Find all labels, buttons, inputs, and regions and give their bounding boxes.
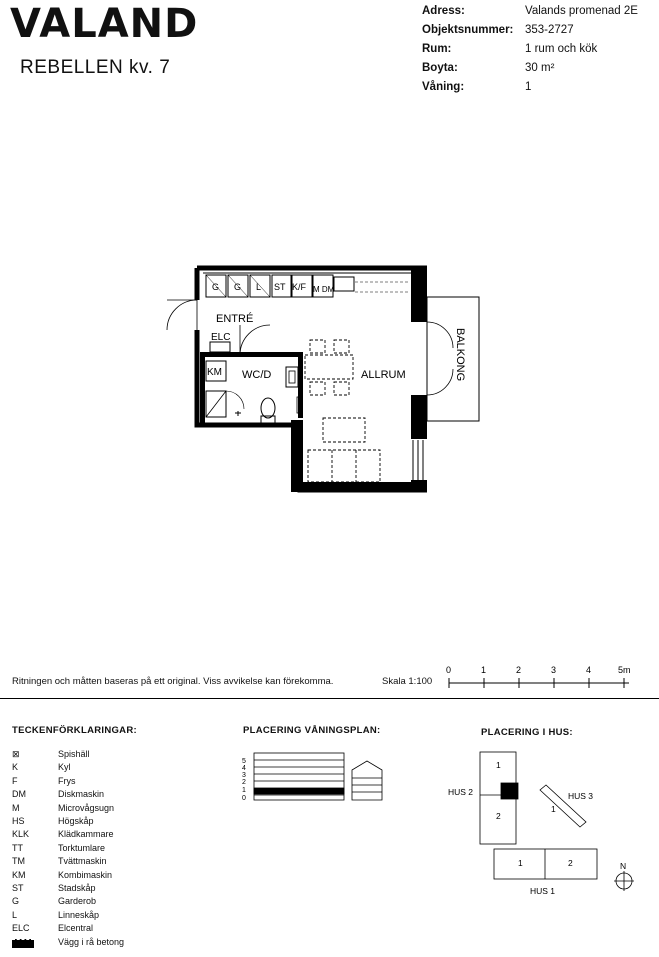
legend-label: Linneskåp [58, 909, 100, 920]
north-label: N [620, 861, 627, 871]
disclaimer: Ritningen och måtten baseras på ett original. Viss avvikelse kan förekomma. [12, 676, 334, 687]
legend-code: KM [12, 869, 26, 880]
info-key: Våning: [422, 81, 465, 93]
scale-tick-label: 0 [446, 665, 452, 675]
info-value: 30 m² [525, 62, 555, 74]
legend-code: KLK [12, 829, 30, 840]
legend-code: ⊠ [12, 749, 20, 759]
floor-label: 3 [242, 772, 246, 779]
legend-code: DM [12, 789, 26, 800]
hus1-label: HUS 1 [530, 886, 556, 896]
fixture-g1: G [212, 282, 220, 292]
hus2-label: HUS 2 [448, 787, 474, 797]
info-value: 1 [525, 81, 532, 93]
legend-item [12, 828, 124, 841]
hus3-label: HUS 3 [568, 791, 594, 801]
legend-label: Microvågsugn [58, 802, 115, 813]
page-title: REBELLEN kv. 7 [20, 57, 171, 78]
legend-code: ELC [12, 923, 30, 934]
info-value: 353-2727 [525, 24, 574, 36]
house-placement-diagram [440, 745, 655, 900]
fixture-elc: ELC [211, 332, 231, 343]
scale-tick-label: 4 [586, 665, 592, 675]
scale-label: Skala 1:100 [382, 676, 433, 687]
legend-item [12, 895, 124, 908]
concrete-wall-swatch [12, 936, 58, 952]
floor-placement-title: PLACERING VÅNINGSPLAN: [243, 725, 381, 736]
room-balkong: BALKONG [454, 328, 466, 382]
legend-code: L [12, 909, 18, 920]
room-entre: ENTRÉ [216, 313, 254, 325]
floor-label: 2 [242, 779, 246, 786]
legend-code: TM [12, 856, 25, 867]
legend-label: Högskåp [58, 816, 94, 827]
room-allrum: ALLRUM [361, 369, 406, 381]
scale-bar [440, 664, 650, 690]
legend-code: F [12, 775, 18, 786]
legend-label: Stadskåp [58, 883, 96, 894]
legend-code: M [12, 802, 20, 813]
scale-tick-label: 5m [618, 665, 631, 675]
legend-item [12, 869, 124, 882]
legend-label: Diskmaskin [58, 789, 105, 800]
fixture-mdm: M DM [313, 285, 335, 294]
legend-item [12, 936, 124, 952]
legend-item [12, 802, 124, 815]
legend-code: HS [12, 816, 25, 827]
legend-item [12, 788, 124, 801]
floor-label: 4 [242, 765, 246, 772]
hus1-right-number: 2 [568, 858, 573, 868]
fixture-kf: K/F [292, 282, 307, 292]
legend-label: Tvättmaskin [58, 856, 107, 867]
hus2-top-number: 1 [496, 760, 501, 770]
legend-item [12, 909, 124, 922]
legend-item [12, 922, 124, 935]
room-wcd: WC/D [242, 369, 272, 381]
legend-item [12, 775, 124, 788]
info-key: Boyta: [422, 62, 458, 74]
legend-label: Elcentral [58, 923, 94, 934]
legend-label: Klädkammare [58, 829, 114, 840]
hus1-left-number: 1 [518, 858, 523, 868]
legend-item [12, 815, 124, 828]
scale-tick-label: 2 [516, 665, 522, 675]
floor-label: 1 [242, 787, 246, 794]
floor-placement-diagram [238, 748, 398, 808]
legend-label: Torktumlare [58, 842, 106, 853]
legend-item [12, 855, 124, 868]
floor-label: 0 [242, 795, 246, 802]
divider [0, 698, 659, 699]
info-value: 1 rum och kök [525, 43, 598, 55]
legend-label: Kombimaskin [58, 869, 113, 880]
legend-item [12, 748, 124, 761]
legend-label: Frys [58, 775, 76, 786]
info-value: Valands promenad 2E [525, 5, 638, 17]
info-key: Rum: [422, 43, 452, 55]
legend-code: TT [12, 842, 23, 853]
legend-item [12, 761, 124, 774]
legend [12, 748, 124, 952]
legend-label: Garderob [58, 896, 97, 907]
house-placement-title: PLACERING I HUS: [481, 727, 573, 738]
legend-label: Kyl [58, 762, 71, 773]
fixture-g2: G [234, 282, 242, 292]
fixture-l: L [256, 282, 262, 292]
scale-tick-label: 3 [551, 665, 557, 675]
floor-label: 5 [242, 758, 246, 765]
legend-code: G [12, 896, 20, 907]
legend-item [12, 882, 124, 895]
fixture-st: ST [274, 282, 286, 292]
valand-logo: VALAND [10, 1, 199, 47]
info-key: Adress: [422, 5, 465, 17]
fixture-km: KM [207, 367, 222, 378]
hus3-number: 1 [551, 804, 556, 814]
info-key: Objektsnummer: [422, 24, 514, 36]
legend-label: Vägg i rå betong [58, 936, 125, 947]
legend-title: TECKENFÖRKLARINGAR: [12, 725, 137, 736]
legend-item [12, 842, 124, 855]
scale-tick-label: 1 [481, 665, 487, 675]
legend-code: ST [12, 883, 24, 894]
hus2-bottom-number: 2 [496, 811, 501, 821]
legend-code: K [12, 762, 19, 773]
legend-label: Spishäll [58, 749, 90, 759]
